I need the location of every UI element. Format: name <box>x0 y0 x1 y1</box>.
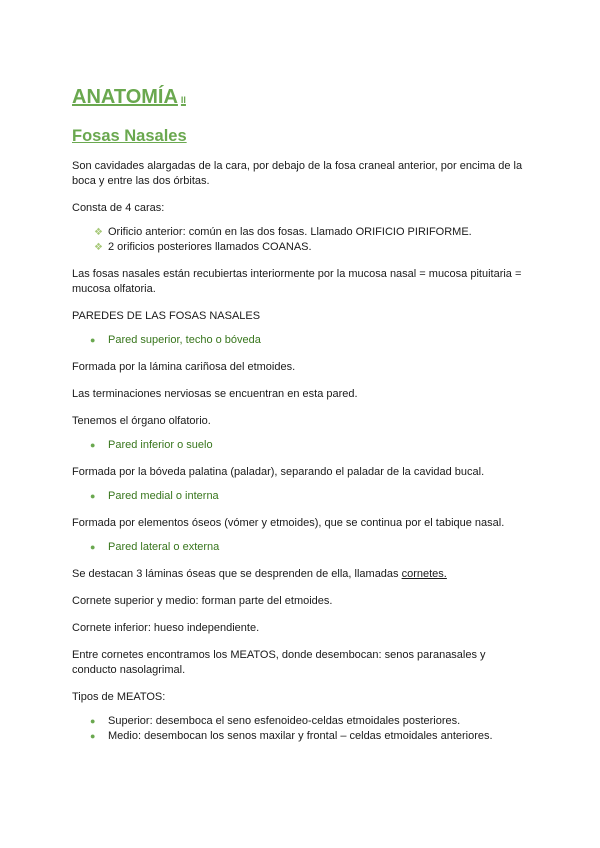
diamond-bullet-icon: ❖ <box>94 227 103 238</box>
laminas-text: Se destacan 3 láminas óseas que se desprenden de ella, llamadas <box>72 568 402 580</box>
page-title-text: ANATOMÍA <box>72 86 178 108</box>
pared-inferior-list <box>72 438 532 453</box>
paredes-heading: PAREDES DE LAS FOSAS NASALES <box>72 310 261 322</box>
bullet-icon: ● <box>90 335 96 345</box>
caras-list <box>72 225 532 255</box>
document-page <box>72 84 532 744</box>
pared-medial-list <box>72 489 532 504</box>
list-item-text: Orificio anterior: común en las dos fosas. Llamado ORIFICIO PIRIFORME. <box>108 226 472 238</box>
meatos-paragraph: Entre cornetes encontramos los MEATOS, donde desembocan: senos paranasales y conducto nasolagrimal. <box>72 649 486 676</box>
list-item <box>94 225 532 240</box>
bullet-icon: ● <box>90 491 96 501</box>
list-item <box>90 540 532 555</box>
list-item-text: Pared inferior o suelo <box>108 439 213 451</box>
paragraph: Cornete superior y medio: forman parte del etmoides. <box>72 595 333 607</box>
list-item <box>90 438 532 453</box>
paragraph: Formada por elementos óseos (vómer y etmoides), que se continua por el tabique nasal. <box>72 517 505 529</box>
paragraph: Las terminaciones nerviosas se encuentran en esta pared. <box>72 388 358 400</box>
page-title-suffix: II <box>180 95 186 105</box>
page-title <box>72 84 532 113</box>
list-item <box>90 333 532 348</box>
laminas-paragraph <box>72 567 532 582</box>
list-item-text: Pared superior, techo o bóveda <box>108 334 261 346</box>
section-title: Fosas Nasales <box>72 127 187 145</box>
paragraph: Tenemos el órgano olfatorio. <box>72 415 211 427</box>
list-item <box>90 714 532 729</box>
list-item-text: Superior: desemboca el seno esfenoideo-celdas etmoidales posteriores. <box>108 715 461 727</box>
intro-paragraph: Son cavidades alargadas de la cara, por debajo de la fosa craneal anterior, por encima de la boca y entre las dos órbitas. <box>72 160 523 187</box>
list-item-text: Medio: desembocan los senos maxilar y frontal – celdas etmoidales anteriores. <box>108 730 493 742</box>
list-item-text: Pared lateral o externa <box>108 541 220 553</box>
list-item <box>90 729 532 744</box>
pared-superior-list <box>72 333 532 348</box>
tipos-heading: Tipos de MEATOS: <box>72 691 166 703</box>
list-item-text: Pared medial o interna <box>108 490 219 502</box>
bullet-icon: ● <box>90 440 96 450</box>
bullet-icon: ● <box>90 731 96 741</box>
bullet-icon: ● <box>90 716 96 726</box>
caras-intro: Consta de 4 caras: <box>72 202 165 214</box>
list-item-text: 2 orificios posteriores llamados COANAS. <box>108 241 312 253</box>
pared-lateral-list <box>72 540 532 555</box>
diamond-bullet-icon: ❖ <box>94 242 103 253</box>
tipos-list <box>72 714 532 744</box>
list-item <box>90 489 532 504</box>
cornetes-underlined: cornetes. <box>401 568 447 580</box>
bullet-icon: ● <box>90 542 96 552</box>
paragraph: Formada por la bóveda palatina (paladar), separando el paladar de la cavidad bucal. <box>72 466 485 478</box>
list-item <box>94 240 532 255</box>
paragraph: Cornete inferior: hueso independiente. <box>72 622 260 634</box>
paragraph: Formada por la lámina cariñosa del etmoides. <box>72 361 296 373</box>
mucosa-paragraph: Las fosas nasales están recubiertas interiormente por la mucosa nasal = mucosa pituitaria = mucosa olfatoria. <box>72 268 522 295</box>
